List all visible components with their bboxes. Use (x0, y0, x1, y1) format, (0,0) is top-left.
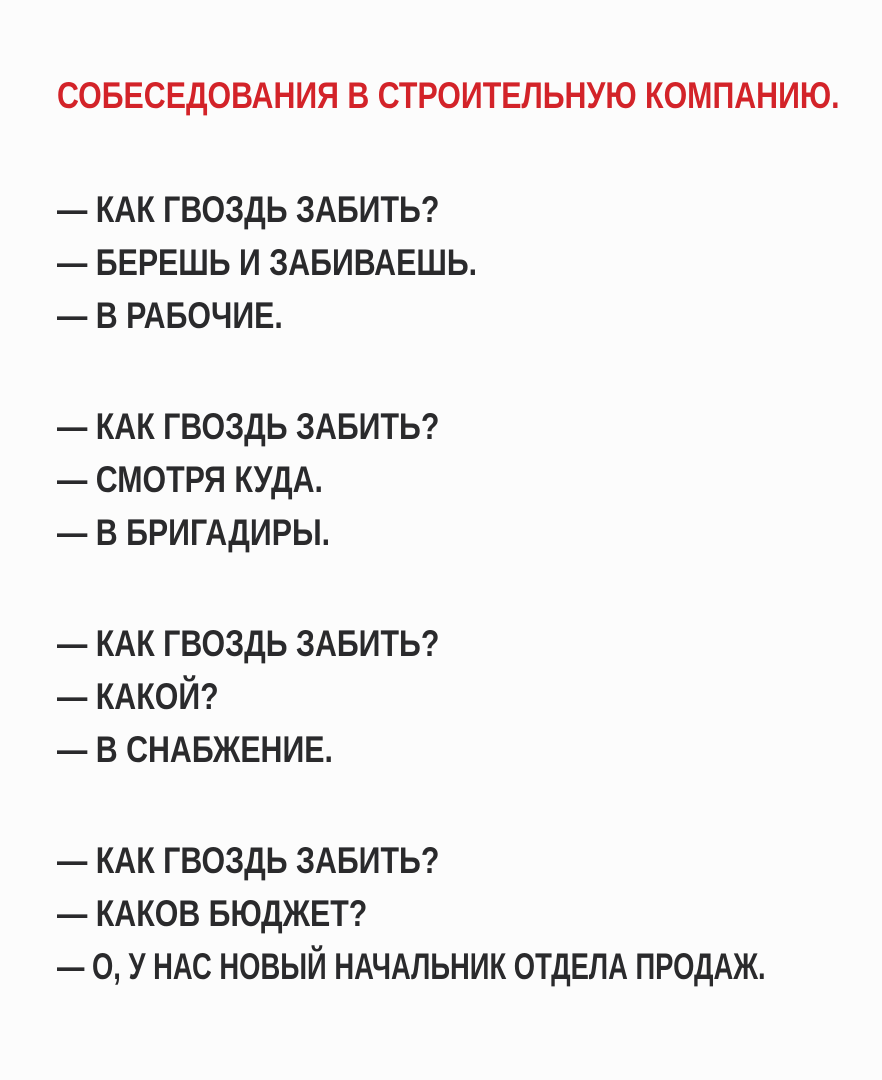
dialogue-line: — БЕРЕШЬ И ЗАБИВАЕШЬ. (57, 241, 478, 283)
dialogue-block-1 (57, 183, 846, 342)
dialogue-line: — В БРИГАДИРЫ. (57, 511, 331, 553)
meme-title: СОБЕСЕДОВАНИЯ В СТРОИТЕЛЬНУЮ КОМПАНИЮ. (57, 75, 840, 116)
dialogue-line: — О, У НАС НОВЫЙ НАЧАЛЬНИК ОТДЕЛА ПРОДАЖ. (57, 945, 766, 987)
dialogue-line: — В СНАБЖЕНИЕ. (57, 728, 333, 770)
dialogue-line: — КАКОЙ? (57, 675, 219, 717)
dialogue-line: — КАК ГВОЗДЬ ЗАБИТЬ? (57, 405, 440, 447)
dialogue-line: — КАКОВ БЮДЖЕТ? (57, 892, 368, 934)
dialogue-line: — КАК ГВОЗДЬ ЗАБИТЬ? (57, 188, 440, 230)
dialogue-line: — СМОТРЯ КУДА. (57, 458, 323, 500)
dialogue-line: — КАК ГВОЗДЬ ЗАБИТЬ? (57, 839, 440, 881)
dialogue-line: — В РАБОЧИЕ. (57, 294, 283, 336)
dialogue-block-4 (57, 834, 846, 993)
dialogue-line: — КАК ГВОЗДЬ ЗАБИТЬ? (57, 622, 440, 664)
dialogue-block-3 (57, 617, 846, 776)
dialogue-block-2 (57, 400, 846, 559)
